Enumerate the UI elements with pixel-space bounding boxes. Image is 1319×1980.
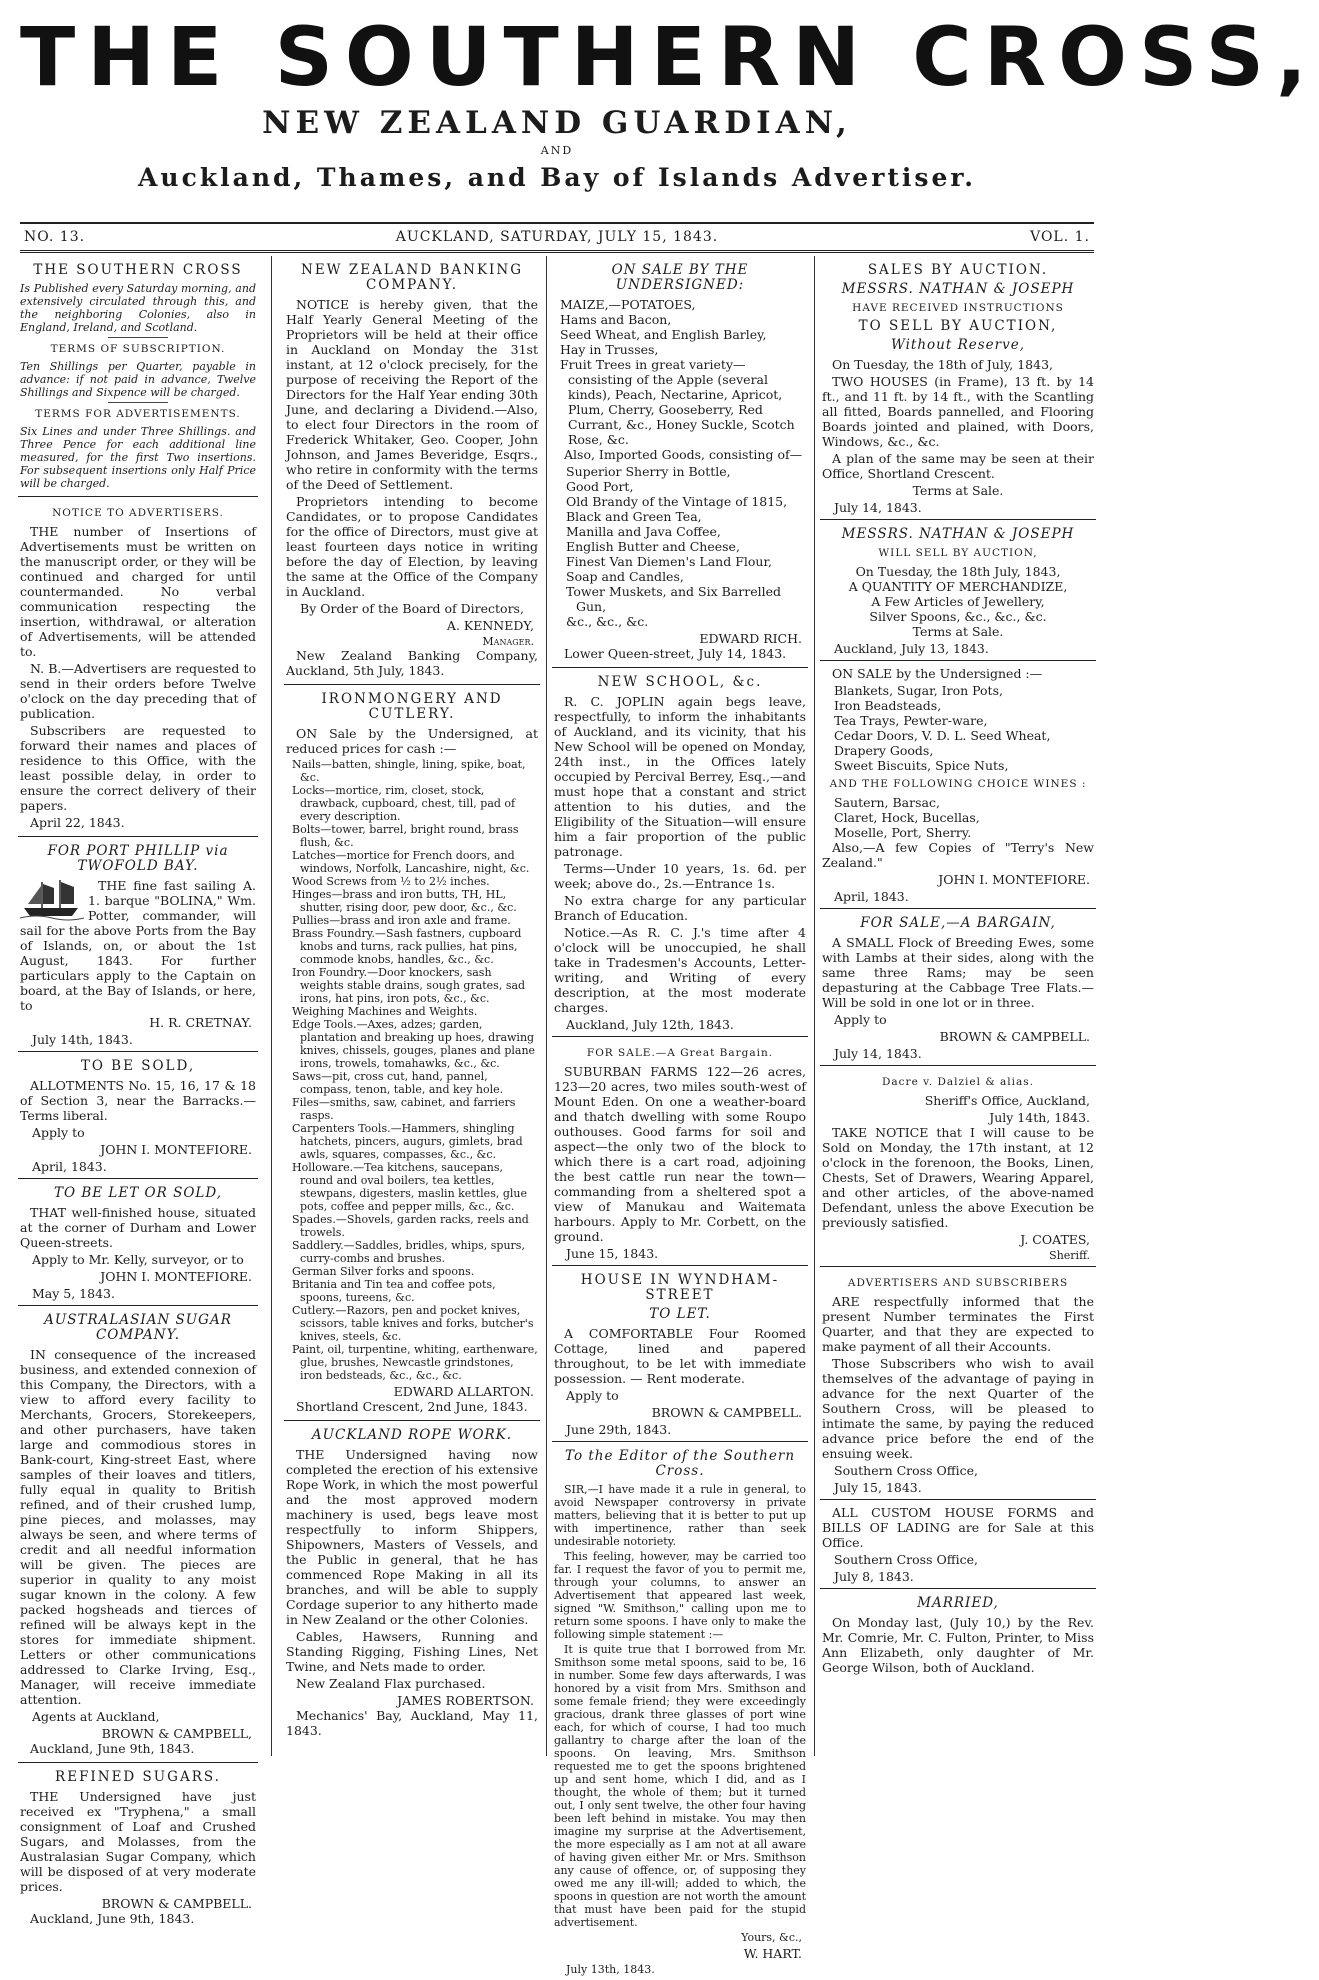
paragraph: Six Lines and under Three Shillings. and Three Pence for each additional line measured, for the first Two insertions. For subsequent insertions only Half Price will be charged. — [20, 425, 256, 490]
list-item: Blankets, Sugar, Iron Pots, — [834, 683, 1003, 698]
divider — [108, 402, 168, 403]
paragraph: ARE respectfully informed that the present Number terminates the First Quarter, and that they are expected to make payment of all their Accounts. — [822, 1294, 1094, 1354]
date: Auckland, July 13, 1843. — [834, 641, 989, 656]
list-item: Saws—pit, cross cut, hand, pannel, compass, tenon, table, and key hole. — [292, 1070, 504, 1096]
paragraph: ALLOTMENTS No. 15, 16, 17 & 18 of Section 3, near the Barracks.—Terms liberal. — [20, 1078, 256, 1123]
place-date: Mechanics' Bay, Auckland, May 11, 1843. — [286, 1708, 538, 1738]
paragraph: N. B.—Advertisers are requested to send in their orders before Twelve o'clock on the day preceding that of publication. — [20, 661, 256, 721]
list-item: Latches—mortice for French doors, and windows, Norfolk, Lancashire, night, &c. — [292, 849, 530, 875]
list-item: Paint, oil, turpentine, whiting, earthenware, glue, brushes, Newcastle grindstones, iron bedsteads, &c., &c., &c. — [292, 1343, 538, 1382]
closing: Yours, &c., — [741, 1931, 802, 1944]
column-2 — [284, 256, 540, 1758]
paragraph: New Zealand Flax purchased. — [296, 1676, 486, 1691]
list-item: Hay in Trusses, — [560, 342, 659, 357]
ad-custom-forms — [820, 1500, 1096, 1589]
list-item: Manilla and Java Coffee, — [566, 524, 721, 539]
list-item: Locks—mortice, rim, closet, stock, drawback, cupboard, chest, till, pad of every description. — [292, 784, 516, 823]
paragraph: Also,—A few Copies of "Terry's New Zealand." — [822, 840, 1094, 870]
list-item: Edge Tools.—Axes, adzes; garden, plantation and breaking up hoes, drawing knives, chissels, gouges, planes and plane irons, trowels, tomahawks, &c., &c. — [292, 1018, 536, 1070]
ad-sugar-company — [18, 1306, 258, 1763]
paragraph: On Monday last, (July 10,) by the Rev. Mr. Comrie, Mr. C. Fulton, Printer, to Miss Ann Elizabeth, only daughter of Mr. George Wilson, both of Auckland. — [822, 1615, 1094, 1675]
paragraph: Also, Imported Goods, consisting of— — [564, 447, 803, 462]
ad-refined-sugars — [18, 1763, 258, 1932]
apply-line: Apply to Mr. Kelly, surveyor, or to — [32, 1252, 244, 1267]
paragraph: TAKE NOTICE that I will cause to be Sold on Monday, the 17th instant, at 12 o'clock in the forenoon, the Books, Linen, Chests, Set of Drawers, Wearing Apparel, and other articles, of the above-named Defendant, unless the above Execution be previously satisfied. — [822, 1125, 1094, 1230]
ad-to-be-sold — [18, 1052, 258, 1179]
heading: AUCKLAND ROPE WORK. — [311, 1427, 513, 1443]
list-item: Holloware.—Tea kitchens, saucepans, round and oval boilers, tea kettles, stewpans, digesters, maslin kettles, glue pots, coffee and pepper mills, &c., &c. — [292, 1161, 527, 1213]
column-rule — [546, 256, 547, 1756]
paragraph: Proprietors intending to become Candidates, or to propose Candidates for the office of Directors, must give at least fourteen days notice in writing before the day of Election, by leaving the same at the Office of the Company in Auckland. — [286, 494, 538, 599]
place-date: New Zealand Banking Company, Auckland, 5th July, 1843. — [286, 648, 538, 678]
masthead-subtitle: NEW ZEALAND GUARDIAN, — [262, 105, 852, 141]
ad-ironmongery — [284, 685, 540, 1421]
office-line: Southern Cross Office, — [834, 1552, 978, 1567]
paragraph: Subscribers are requested to forward their names and places of residence to this Office, with the least possible delay, in order to ensure the correct delivery of their papers. — [20, 723, 256, 813]
heading: NEW SCHOOL, &c. — [597, 674, 763, 690]
paragraph: THE Undersigned have just received ex "Tryphena," a small consignment of Loaf and Crushed Sugars, and Molasses, from the Australasian Sugar Company, which will be disposed of at very moderate prices. — [20, 1789, 256, 1894]
ad-suburban-farms — [552, 1037, 808, 1266]
paragraph: THE fine fast sailing A. 1. barque "BOLINA," Wm. Potter, commander, will sail for the above Ports from the Bay of Islands, on, or about the 1st August, 1843. For further particulars apply to the Captain on board, at the Bay of Islands, or here, to — [20, 878, 256, 1013]
paragraph: ALL CUSTOM HOUSE FORMS and BILLS OF LADING are for Sale at this Office. — [822, 1505, 1094, 1550]
list-item: Pullies—brass and iron axle and frame. — [292, 914, 511, 927]
paragraph: Notice.—As R. C. J.'s time after 4 o'clock will be unoccupied, he shall take in Tradesmen's Accounts, Letter-writing, and Writing of every description, at the most moderate charges. — [554, 925, 806, 1015]
date: July 8, 1843. — [834, 1569, 914, 1584]
list-item: &c., &c., &c. — [566, 614, 649, 629]
masthead-and: AND — [540, 144, 574, 157]
married-notice — [820, 1589, 1096, 1681]
apply-line: Apply to — [566, 1388, 619, 1403]
list-item: Saddlery.—Saddles, bridles, whips, spurs, curry-combs and brushes. — [292, 1239, 525, 1265]
paragraph: Terms—Under 10 years, 1s. 6d. per week; above do., 2s.—Entrance 1s. — [554, 861, 806, 891]
date: April 22, 1843. — [30, 815, 125, 830]
dateline — [20, 222, 1094, 253]
notice-line: WILL SELL BY AUCTION, — [878, 547, 1038, 559]
list-item: Hinges—brass and iron butts, TH, HL, shutter, rising door, pew door, &c., &c. — [292, 888, 517, 914]
notice-line: Silver Spoons, &c., &c., &c. — [869, 609, 1047, 624]
heading: AUSTRALASIAN SUGAR COMPANY. — [44, 1312, 232, 1343]
date: April, 1843. — [834, 889, 909, 904]
list-item: Fruit Trees in great variety—consisting of the Apple (several kinds), Peach, Nectarine, Apricot, Plum, Cherry, Gooseberry, Red Currant, &c., Honey Suckle, Scotch Rose, &c. — [560, 357, 795, 447]
heading: TO BE LET OR SOLD, — [54, 1185, 222, 1201]
ad-banking-company — [284, 256, 540, 685]
list-item: Files—smiths, saw, cabinet, and farriers rasps. — [292, 1096, 516, 1122]
paragraph: Cables, Hawsers, Running and Standing Rigging, Fishing Lines, Net Twine, and Nets made to order. — [286, 1629, 538, 1674]
date: Auckland, June 9th, 1843. — [30, 1911, 195, 1926]
date: June 15, 1843. — [566, 1246, 659, 1261]
date: July 13th, 1843. — [566, 1963, 655, 1976]
signature: A. KENNEDY, — [446, 618, 534, 633]
place-date: Shortland Crescent, 2nd June, 1843. — [296, 1399, 528, 1414]
ad-house-wyndham — [552, 1266, 808, 1442]
ad-on-sale-montefiore — [820, 661, 1096, 909]
signature: BROWN & CAMPBELL. — [939, 1029, 1090, 1044]
masthead-title: THE SOUTHERN CROSS, — [20, 11, 1319, 105]
paragraph: TWO HOUSES (in Frame), 13 ft. by 14 ft., and 11 ft. by 14 ft., with the Scantling all fitted, Boards pannelled, and Flooring Boards jointed and plained, with Doors, Windows, &c., &c. — [822, 374, 1094, 449]
date: Auckland, July 12th, 1843. — [566, 1017, 734, 1032]
notice-line: A QUANTITY OF MERCHANDIZE, — [848, 579, 1068, 594]
list-item: Superior Sherry in Bottle, — [566, 464, 731, 479]
paragraph: A plan of the same may be seen at their Office, Shortland Crescent. — [822, 451, 1094, 481]
column-rule — [271, 256, 272, 1756]
paragraph: THE number of Insertions of Advertisements must be written on the manuscript order, or they will be continued and charged for until countermanded. No verbal communication respecting the insertion, withdrawal, or alteration of Advertisements, will be attended to. — [20, 524, 256, 659]
issue-date: AUCKLAND, SATURDAY, JULY 15, 1843. — [395, 229, 719, 245]
signature: J. COATES, — [1020, 1232, 1090, 1247]
paragraph: THE Undersigned having now completed the erection of his extensive Rope Work, in which the most powerful and the most approved modern machinery is used, begs leave most respectfully to inform Shippers, Shipowners, Masters of Vessels, and the Public in general, that he has commenced Rope Making in all its branches, and will be able to supply Cordage superior to any hitherto made in New Zealand or the other Colonies. — [286, 1447, 538, 1627]
subheading: TO LET. — [649, 1306, 711, 1322]
heading: THE SOUTHERN CROSS — [33, 262, 243, 278]
list-item: Old Brandy of the Vintage of 1815, — [566, 494, 788, 509]
paragraph: NOTICE is hereby given, that the Half Yearly General Meeting of the Proprietors will be held at their office in Auckland on Monday the 31st instant, at 12 o'clock precisely, for the purpose of receiving the Report of the Directors for the Half Year ending 30th June, and declaring a Dividend.—Also, to elect four Directors in the room of Frederick Whitaker, Geo. Cooper, John Johnson, and James Beveridge, Esqrs., who retire in conformity with the terms of the Deed of Settlement. — [286, 297, 538, 492]
heading: HOUSE IN WYNDHAM-STREET — [580, 1272, 780, 1303]
heading: IRONMONGERY AND CUTLERY. — [321, 691, 503, 722]
paragraph: A COMFORTABLE Four Roomed Cottage, lined and papered throughout, to be let with immediate possession. — Rent moderate. — [554, 1326, 806, 1386]
list-item: Cedar Doors, V. D. L. Seed Wheat, — [834, 728, 1051, 743]
date: July 14, 1843. — [834, 500, 922, 515]
list-item: MAIZE,—POTATOES, — [560, 297, 696, 312]
signature: BROWN & CAMPBELL. — [101, 1896, 252, 1911]
list-item: Soap and Candles, — [566, 569, 684, 584]
terms-line: Terms at Sale. — [912, 624, 1004, 639]
list-item: English Butter and Cheese, — [566, 539, 740, 554]
heading: ADVERTISERS AND SUBSCRIBERS — [847, 1277, 1069, 1289]
auction-nathan-1 — [820, 256, 1096, 520]
heading: REFINED SUGARS. — [55, 1769, 221, 1785]
list-item: Iron Foundry.—Door knockers, sash weights stable drains, sough grates, sad irons, hat pins, iron pots, &c., &c. — [292, 966, 526, 1005]
list-item: German Silver forks and spoons. — [292, 1265, 475, 1278]
paragraph: Is Published every Saturday morning, and extensively circulated through this, and the neighboring Colonies, also in England, Ireland, and Scotland. — [20, 282, 256, 334]
item-list — [822, 795, 1094, 840]
list-item: Britania and Tin tea and coffee pots, spoons, tureens, &c. — [292, 1278, 496, 1304]
heading: AND THE FOLLOWING CHOICE WINES : — [829, 778, 1087, 790]
list-item: Cutlery.—Razors, pen and pocket knives, scissors, table knives and forks, butcher's knives, steels, &c. — [292, 1304, 534, 1343]
notice-subscribers — [820, 1267, 1096, 1500]
list-item: Moselle, Port, Sherry. — [834, 825, 972, 840]
date: May 5, 1843. — [32, 1286, 115, 1301]
column-3 — [552, 256, 808, 1976]
signature: H. R. CRETNAY. — [149, 1015, 252, 1030]
heading: To the Editor of the Southern Cross. — [564, 1448, 796, 1479]
sale-date: On Tuesday, the 18th of July, 1843, — [832, 357, 1053, 372]
ad-let-or-sold — [18, 1179, 258, 1306]
notice-advertisers — [18, 497, 258, 837]
signature: EDWARD ALLARTON. — [393, 1384, 534, 1399]
order-line: By Order of the Board of Directors, — [300, 601, 524, 616]
sailing-ship-icon — [20, 878, 84, 920]
heading: TO BE SOLD, — [80, 1058, 196, 1074]
heading: NOTICE TO ADVERTISERS. — [52, 507, 224, 519]
heading: TERMS FOR ADVERTISEMENTS. — [35, 408, 241, 420]
column-1 — [18, 256, 258, 1926]
agents-line: Agents at Auckland, — [32, 1709, 160, 1724]
sale-date: On Tuesday, the 18th July, 1843, — [855, 564, 1061, 579]
apply-line: Apply to — [834, 1012, 887, 1027]
item-list — [554, 297, 806, 447]
firm-name: MESSRS. NATHAN & JOSEPH — [841, 281, 1075, 297]
paragraph: Ten Shillings per Quarter, payable in advance: if not paid in advance, Twelve Shillings and Sixpence will be charged. — [20, 360, 256, 399]
date: July 15, 1843. — [834, 1480, 922, 1495]
list-item: Bolts—tower, barrel, bright round, brass flush, &c. — [292, 823, 519, 849]
issue-number: NO. 13. — [24, 229, 86, 245]
heading: FOR SALE,—A BARGAIN, — [860, 915, 1056, 931]
signature: JOHN I. MONTEFIORE. — [100, 1142, 252, 1157]
ad-on-sale — [552, 256, 808, 668]
list-item: Sautern, Barsac, — [834, 795, 940, 810]
paragraph: A SMALL Flock of Breeding Ewes, some with Lambs at their sides, along with the same three Rams; may be seen depasturing at the Cabbage Tree Flats.—Will be sold in one lot or in three. — [822, 935, 1094, 1010]
signature: EDWARD RICH. — [699, 631, 802, 646]
column-rule — [814, 256, 815, 1756]
list-item: Carpenters Tools.—Hammers, shingling hatchets, pincers, augurs, gimlets, brad awls, squares, compasses, &c., &c. — [292, 1122, 523, 1161]
ad-port-phillip — [18, 837, 258, 1052]
firm-name: MESSRS. NATHAN & JOSEPH — [841, 526, 1075, 542]
office-line: Southern Cross Office, — [834, 1463, 978, 1478]
item-list — [822, 683, 1094, 773]
date: July 14th, 1843. — [989, 1110, 1090, 1125]
notice-line: TO SELL BY AUCTION, — [858, 318, 1058, 334]
volume-number: VOL. 1. — [1030, 229, 1090, 245]
terms-line: Terms at Sale. — [912, 483, 1004, 498]
divider — [108, 337, 168, 338]
list-item: Finest Van Diemen's Land Flour, — [566, 554, 773, 569]
notice-line: Without Reserve, — [890, 337, 1026, 353]
paragraph: ON SALE by the Undersigned :— — [832, 666, 1043, 681]
date: April, 1843. — [32, 1159, 107, 1174]
signature: JOHN I. MONTEFIORE. — [938, 872, 1090, 887]
list-item: Drapery Goods, — [834, 743, 934, 758]
paragraph: Those Subscribers who wish to avail themselves of the advantage of paying in advance for the next Quarter of the Southern Cross, will be pleased to intimate the same, by paying the reduced advance price before the end of the ensuing week. — [822, 1356, 1094, 1461]
apply-line: Apply to — [32, 1125, 85, 1140]
paragraph: R. C. JOPLIN again begs leave, respectfully, to inform the inhabitants of Auckland, and its vicinity, that his New School will be opened on Monday, 24th inst., in the Offices lately occupied by Percival Berrey, Esq.,—and must hope that a constant and strict attention to his duties, and the Eligibility of the Situation—will ensure him a fair proportion of the public patronage. — [554, 694, 806, 859]
masthead-gothic-line: Auckland, Thames, and Bay of Islands Advertiser. — [138, 163, 976, 192]
office-line: Sheriff's Office, Auckland, — [924, 1093, 1090, 1108]
heading: Dacre v. Dalziel & alias. — [882, 1076, 1034, 1088]
list-item: Brass Foundry.—Sash fastners, cupboard knobs and turns, rack pullies, hat pins, commode knobs, handles, &c., &c. — [292, 927, 522, 966]
auction-nathan-2 — [820, 520, 1096, 661]
list-item: Good Port, — [566, 479, 634, 494]
list-item: Weighing Machines and Weights. — [292, 1005, 478, 1018]
heading: TERMS OF SUBSCRIPTION. — [50, 343, 226, 355]
ad-breeding-ewes — [820, 909, 1096, 1066]
date: July 14, 1843. — [834, 1046, 922, 1061]
heading: NEW ZEALAND BANKING COMPANY. — [301, 262, 523, 293]
list-item: Nails—batten, shingle, lining, spike, boat, &c. — [292, 758, 526, 784]
paragraph: It is quite true that I borrowed from Mr. Smithson some metal spoons, said to be, 16 in number. Some few days afterwards, I was honored by a visit from Mrs. Smithson and some female friend; they were exceedingly gracious, drank three glasses of port wine each, for which of course, I had too much gallantry to charge after the loan of the spoons. On leaving, Mrs. Smithson requested me to get the spoons brightened up and sent home, which I did, and as I thought, the whole of them; but it turned out, I only sent twelve, the other four having been left behind in mistake. You may then imagine my surprise at the Advertisement, the more especially as I am not at all aware of having given either Mr. or Mrs. Smithson any cause of offence, or, of supposing they owed me any ill-will; added to which, the spoons in question are not worth the amount that must have been paid for the stupid advertisement. — [554, 1643, 806, 1929]
list-item: Spades.—Shovels, garden racks, reels and trowels. — [292, 1213, 529, 1239]
ad-rope-work — [284, 1421, 540, 1744]
heading: FOR PORT PHILLIP via TWOFOLD BAY. — [47, 843, 229, 874]
notice-line: A Few Articles of Jewellery, — [871, 594, 1045, 609]
signatory-role: Sheriff. — [1049, 1249, 1090, 1262]
column-4 — [820, 256, 1096, 1758]
list-item: Claret, Hock, Bucellas, — [834, 810, 980, 825]
signature: BROWN & CAMPBELL, — [101, 1726, 252, 1741]
signature: JOHN I. MONTEFIORE. — [100, 1269, 252, 1284]
list-item: Black and Green Tea, — [566, 509, 702, 524]
paragraph: SUBURBAN FARMS 122—26 acres, 123—20 acres, two miles south-west of Mount Eden. On one a weather-board and thatch dwelling with some Roupo outhouses. Good farms for soil and aspect—the only two of the block to which there is a cart road, adjoining the best cattle run near the town—commanding from a sheltered spot a view of Manukau and Waitemata harbours. Apply to Mr. Corbett, on the ground. — [554, 1064, 806, 1244]
date: June 29th, 1843. — [566, 1422, 672, 1437]
signature: JAMES ROBERTSON. — [397, 1693, 534, 1708]
list-item: Wood Screws from ½ to 2½ inches. — [292, 875, 490, 888]
sheriff-notice — [820, 1066, 1096, 1267]
item-list — [286, 758, 538, 1382]
paper-info-block — [18, 256, 258, 497]
signature: W. HART. — [743, 1946, 802, 1961]
signature: BROWN & CAMPBELL. — [651, 1405, 802, 1420]
paragraph: THAT well-finished house, situated at the corner of Durham and Lower Queen-streets. — [20, 1205, 256, 1250]
list-item: Tower Muskets, and Six Barrelled Gun, — [566, 584, 782, 614]
list-item: Hams and Bacon, — [560, 312, 672, 327]
heading: FOR SALE.—A Great Bargain. — [586, 1047, 774, 1059]
list-item: Iron Beadsteads, — [834, 698, 942, 713]
list-item: Seed Wheat, and English Barley, — [560, 327, 767, 342]
list-item: Sweet Biscuits, Spice Nuts, — [834, 758, 1009, 773]
item-list — [554, 464, 806, 629]
heading: ON SALE BY THE UNDERSIGNED: — [611, 262, 749, 293]
paragraph: No extra charge for any particular Branch of Education. — [554, 893, 806, 923]
masthead — [20, 11, 1319, 194]
list-item: Tea Trays, Pewter-ware, — [834, 713, 988, 728]
paragraph: IN consequence of the increased business, and extended connexion of this Company, the Directors, with a view to afford every facility to Merchants, Grocers, Storekeepers, and other purchasers, have taken large and commodious stores in Bank-court, King-street East, where samples of their loaves and titlers, fully equal in quality to British refined, and of their crushed lump, pine pieces, and molasses, may always be seen, and where terms of credit and all needful information will be given. The pieces are superior in quality to any moist sugar known in the colony. A few packed hogsheads and tierces of refined will be always kept in the stores for immediate shipment. Letters or other communications addressed to Clarke Irving, Esq., Manager, will receive immediate attention. — [20, 1347, 256, 1707]
heading: MARRIED, — [917, 1595, 999, 1611]
notice-line: HAVE RECEIVED INSTRUCTIONS — [852, 302, 1064, 314]
place-date: Lower Queen-street, July 14, 1843. — [564, 646, 787, 661]
signatory-role: Manager. — [482, 635, 534, 648]
letter-to-editor — [552, 1442, 808, 1980]
paragraph: This feeling, however, may be carried too far. I request the favor of you to permit me, through your columns, to answer an Advertisement that appeared last week, signed "W. Smithson," calling upon me to return some spoons. I have only to make the following simple statement :— — [554, 1550, 806, 1641]
ad-new-school — [552, 668, 808, 1037]
paragraph: SIR,—I have made it a rule in general, to avoid Newspaper controversy in private matters, believing that it is better to put up with impertinence, rather than seek undesirable notoriety. — [554, 1483, 806, 1548]
date: Auckland, June 9th, 1843. — [30, 1741, 195, 1756]
paragraph: ON Sale by the Undersigned, at reduced prices for cash :— — [286, 726, 538, 756]
date: July 14th, 1843. — [32, 1032, 133, 1047]
heading: SALES BY AUCTION. — [867, 262, 1049, 278]
